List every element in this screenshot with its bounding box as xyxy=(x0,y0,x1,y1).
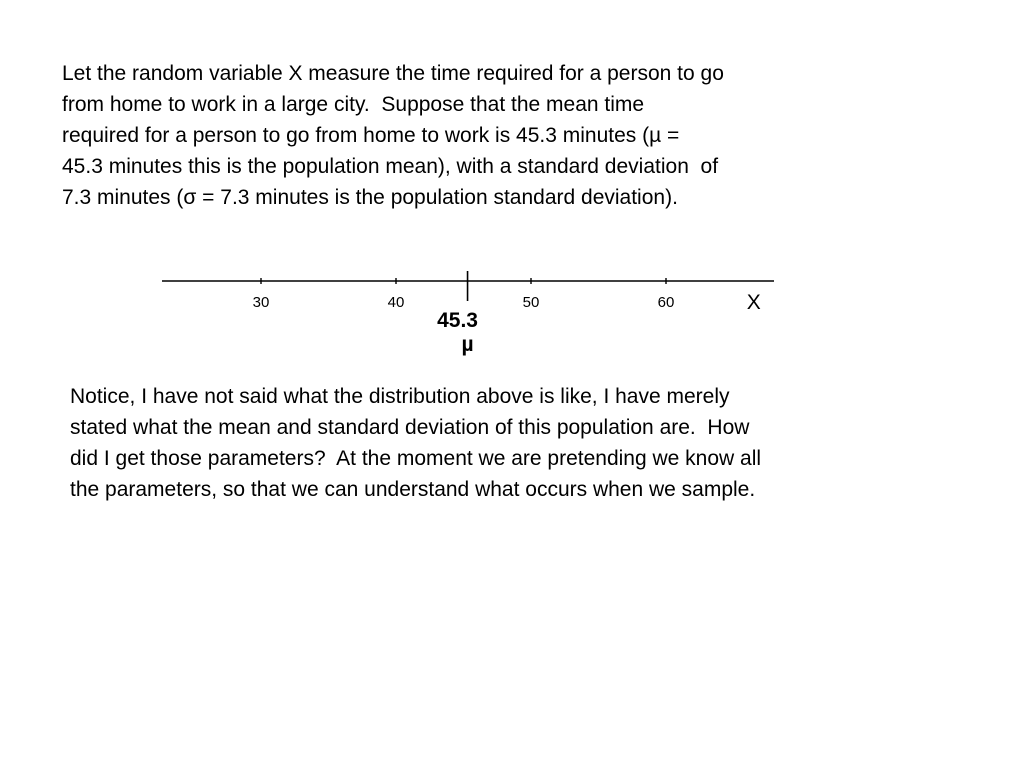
notice-line: the parameters, so that we can understand what occurs when we sample. xyxy=(70,478,756,501)
notice-line: Notice, I have not said what the distribution above is like, I have merely xyxy=(70,385,730,408)
axis-tick-label: 60 xyxy=(657,294,675,311)
notice-line: did I get those parameters? At the moment we are pretending we know all xyxy=(70,447,762,470)
intro-line: 7.3 minutes (σ = 7.3 minutes is the population standard deviation). xyxy=(62,186,678,209)
mean-value-label: 45.3 xyxy=(437,309,478,332)
axis-tick-label: 30 xyxy=(252,294,270,311)
axis-tick-label: 40 xyxy=(387,294,405,311)
number-line-ticks xyxy=(253,278,675,311)
variable-x-label: X xyxy=(746,291,761,314)
axis-tick-label: 50 xyxy=(522,294,540,311)
mean-mu-symbol: µ xyxy=(461,333,474,356)
intro-line: 45.3 minutes this is the population mean), with a standard deviation of xyxy=(62,155,719,178)
notice-line: stated what the mean and standard deviation of this population are. How xyxy=(70,416,750,439)
intro-paragraph xyxy=(62,58,724,213)
notice-paragraph xyxy=(70,381,761,505)
intro-line: Let the random variable X measure the time required for a person to go xyxy=(62,62,724,85)
intro-line: from home to work in a large city. Suppose that the mean time xyxy=(62,93,645,116)
number-line-svg xyxy=(150,262,790,362)
intro-line: required for a person to go from home to work is 45.3 minutes (µ = xyxy=(62,124,680,147)
number-line-figure xyxy=(150,262,790,362)
